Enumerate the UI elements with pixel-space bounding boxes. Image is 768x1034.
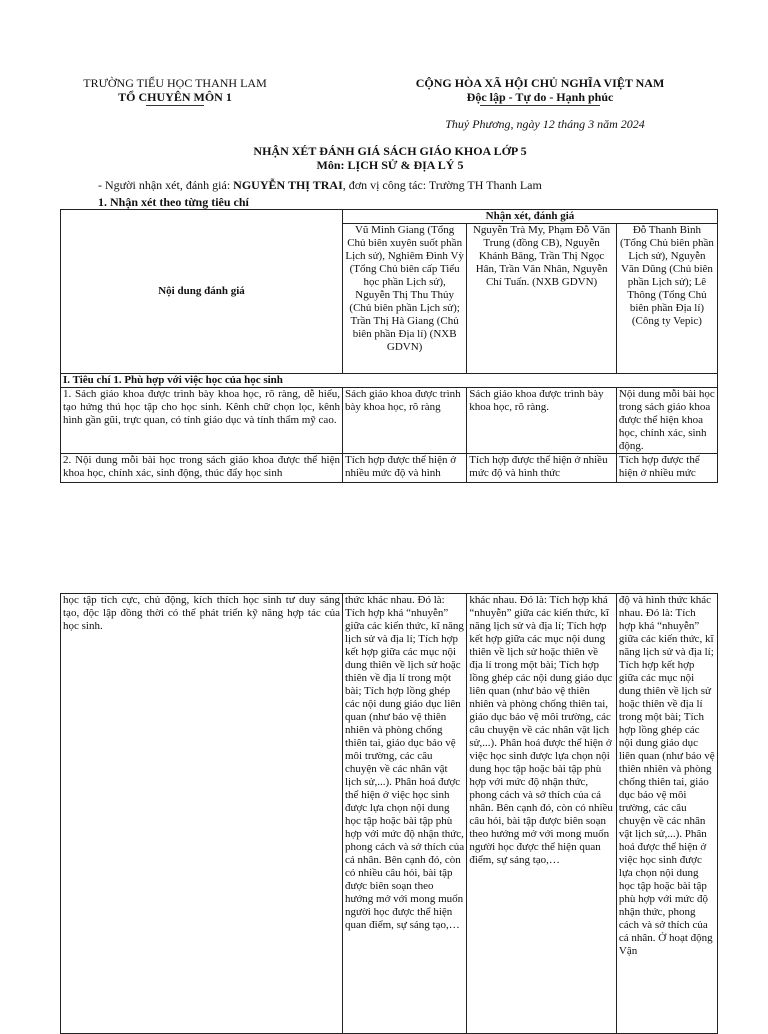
criterion-1-heading: I. Tiêu chí 1. Phù hợp với việc học của học sinh	[61, 374, 718, 388]
nation-motto: Độc lập - Tự do - Hạnh phúc	[466, 90, 614, 104]
title-line-2: Môn: LỊCH SỬ & ĐỊA LÝ 5	[316, 158, 464, 172]
nation-name: CỘNG HÒA XÃ HỘI CHỦ NGHĨA VIỆT NAM	[415, 76, 665, 90]
row2-book3-bottom: độ và hình thức khác nhau. Đó là: Tích hợp khá “nhuyễn” giữa các kiến thức, kĩ năng lịch sử và địa lí; Tích hợp kết hợp giữa các mục nội dung thiên về lịch sử hoặc thiên về địa lí trong một bài; Tích hợp lồng ghép các nội dung giáo dục liên quan (như bảo vệ thiên nhiên và phòng chống thiên tai, giáo dục bảo vệ môi trường, các câu chuyện về các nhân vật lịch sử,...). Phân hoá được thể hiện ở việc học sinh được lựa chọn nội dung học tập hoặc bài tập phù hợp với mức độ nhận thức, phong cách và sở thích của cá nhân. Ở hoạt động Vận	[616, 594, 717, 1034]
row2-book3-top: Tích hợp được thể hiện ở nhiều mức	[616, 454, 717, 483]
nation-header	[370, 76, 710, 106]
group-underline	[146, 105, 204, 106]
book-3-authors: Đỗ Thanh Bình (Tổng Chủ biên phần Lịch sử), Nguyễn Văn Dũng (Chủ biên phần Lịch sử); Lê Thông (Tổng Chủ biên phần Địa lí) (Công ty Vepic)	[616, 224, 717, 374]
reviewer-name: NGUYỄN THỊ TRAI	[233, 178, 343, 192]
content-header: Nội dung đánh giá	[61, 210, 343, 374]
date-line: Thuỷ Phương, ngày 12 tháng 3 năm 2024	[445, 117, 645, 131]
evaluation-table-top	[60, 209, 718, 483]
book-2-authors: Nguyễn Trà My, Phạm Đỗ Văn Trung (đồng CB), Nguyễn Khánh Băng, Trần Thị Ngọc Hân, Trần Văn Nhân, Nguyễn Chí Tuấn. (NXB GDVN)	[467, 224, 617, 374]
title-line-1: NHẬN XÉT ĐÁNH GIÁ SÁCH GIÁO KHOA LỚP 5	[253, 144, 527, 158]
reviewer-suffix: , đơn vị công tác: Trường TH Thanh Lam	[342, 178, 542, 192]
row2-content-bottom: học tập tích cực, chủ động, kích thích học sinh tư duy sáng tạo, độc lập đồng thời có thể phát triển kỹ năng hợp tác của học sinh.	[61, 594, 343, 1034]
row2-book1-bottom: thức khác nhau. Đó là: Tích hợp khá “nhuyễn” giữa các kiến thức, kĩ năng lịch sử và địa lí; Tích hợp kết hợp giữa các mục nội dung thiên về lịch sử hoặc thiên về địa lí trong một bài; Tích hợp lồng ghép các nội dung giáo dục liên quan (như bảo vệ thiên nhiên và phòng chống thiên tai, giáo dục bảo vệ môi trường, các câu chuyện về các nhân vật lịch sử,...). Phân hoá được thể hiện ở việc học sinh được lựa chọn nội dung học tập hoặc bài tập phù hợp với mức độ nhận thức, phong cách và sở thích của cá nhân. Bên cạnh đó, còn có nhiều câu hỏi, bài tập được biên soạn theo hướng mở với mong muốn người học được thể hiện quan điểm, sự sáng tạo,…	[343, 594, 467, 1034]
group-name: TỔ CHUYÊN MÔN 1	[118, 90, 232, 104]
motto-underline	[480, 105, 600, 106]
row2-book2-top: Tích hợp được thể hiện ở nhiều mức độ và hình thức	[467, 454, 617, 483]
reviewer-line	[98, 178, 718, 193]
document-title	[160, 144, 620, 172]
row1-content: 1. Sách giáo khoa được trình bày khoa học, rõ ràng, dễ hiểu, tạo hứng thú học tập cho học sinh. Kênh chữ chọn lọc, kênh hình gần gũi, trực quan, có tính giáo dục và tính thẩm mỹ cao.	[61, 388, 343, 454]
reviewer-prefix: - Người nhận xét, đánh giá:	[98, 178, 234, 192]
group-header: Nhận xét, đánh giá	[342, 210, 717, 224]
row2-book2-bottom: khác nhau. Đó là: Tích hợp khá “nhuyễn” giữa các kiến thức, kĩ năng lịch sử và địa lí; Tích hợp kết hợp giữa các mục nội dung thiên về lịch sử hoặc thiên về địa lí trong một bài; Tích hợp lồng ghép các nội dung giáo dục liên quan (như bảo vệ thiên nhiên và phòng chống thiên tai, giáo dục bảo vệ môi trường, các câu chuyện về các nhân vật lịch sử,...). Phân hoá được thể hiện ở việc học sinh được lựa chọn nội dung học tập hoặc bài tập phù hợp với mức độ nhận thức, phong cách và sở thích của cá nhân. Bên cạnh đó, còn có nhiều câu hỏi, bài tập được biên soạn theo hướng mở với mong muốn người học được thể hiện quan điểm, sự sáng tạo,…	[467, 594, 617, 1034]
row1-book3: Nội dung mỗi bài học trong sách giáo khoa được thể hiện khoa học, chính xác, sinh động.	[616, 388, 717, 454]
section-heading: 1. Nhận xét theo từng tiêu chí	[98, 195, 249, 209]
row2-content-top: 2. Nội dung mỗi bài học trong sách giáo khoa được thể hiện khoa học, chính xác, sinh động, thúc đẩy học sinh	[61, 454, 343, 483]
row1-book2: Sách giáo khoa được trình bày khoa học, rõ ràng.	[467, 388, 617, 454]
row2-book1-top: Tích hợp được thể hiện ở nhiều mức độ và hình	[342, 454, 466, 483]
evaluation-table-bottom	[60, 593, 718, 1034]
row1-book1: Sách giáo khoa được trình bày khoa học, rõ ràng	[342, 388, 466, 454]
school-header	[60, 76, 290, 106]
school-name: TRƯỜNG TIỂU HỌC THANH LAM	[83, 76, 267, 90]
book-1-authors: Vũ Minh Giang (Tổng Chủ biên xuyên suốt phần Lịch sử), Nghiêm Đình Vỳ (Tổng Chủ biên cấp Tiểu học phần Lịch sử), Nguyễn Thị Thu Thủy (Chủ biên phần Lịch sử); Trần Thị Hà Giang (Chủ biên phần Địa lí) (NXB GDVN)	[342, 224, 466, 374]
